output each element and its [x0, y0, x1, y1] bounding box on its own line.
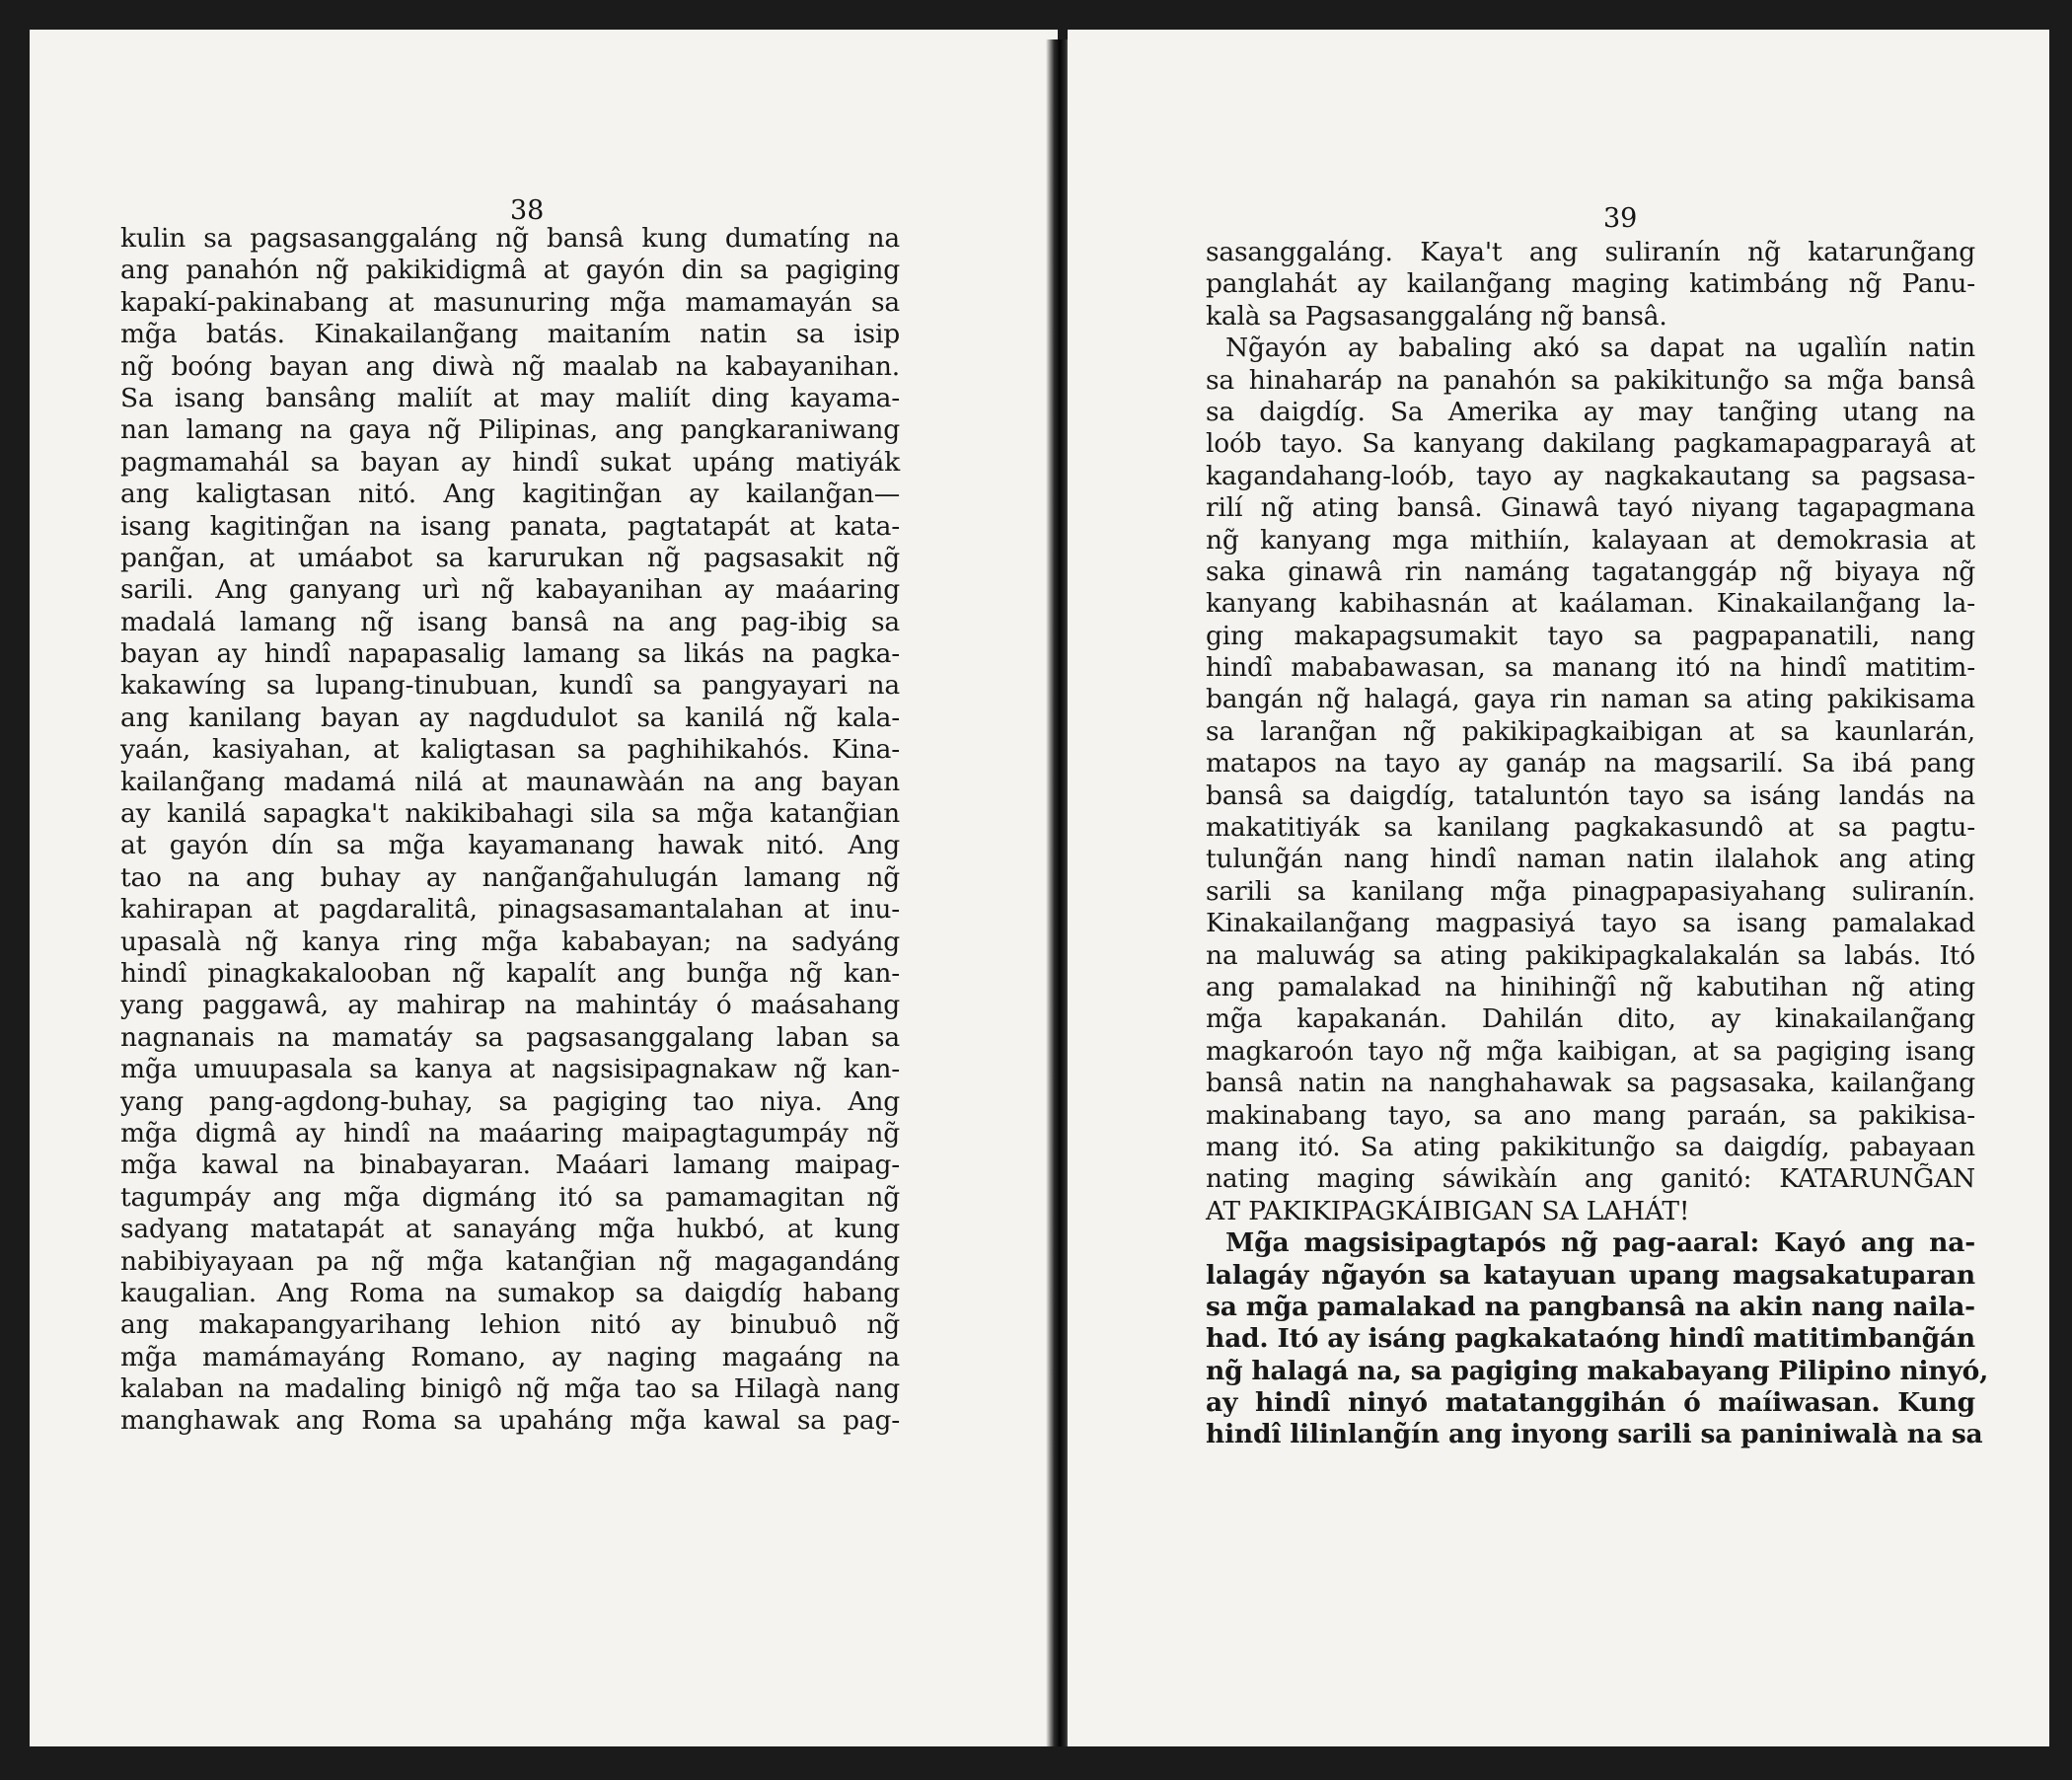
text-line: ng̃ kanyang mga mithiín, kalayaan at demokrasia at — [1206, 524, 1975, 556]
text-line: nan lamang na gaya ng̃ Pilipinas, ang pangkaraniwang — [120, 414, 900, 446]
text-line: Kinakailang̃ang magpasiyá tayo sa isang pamalakad — [1206, 908, 1975, 939]
page-number-right: 39 — [1603, 203, 1638, 234]
text-line: kanyang kabihasnán at kaálaman. Kinakailang̃ang la- — [1206, 588, 1975, 620]
text-line: panglahát ay kailang̃ang maging katimbáng ng̃ Panu- — [1206, 268, 1975, 300]
text-line: isang kagiting̃an na isang panata, pagtatapát at kata- — [120, 510, 900, 542]
text-line: nagnanais na mamatáy sa pagsasanggalang laban sa — [120, 1021, 900, 1053]
text-line: mg̃a batás. Kinakailang̃ang maitaním natin sa isip — [120, 319, 900, 350]
text-line: sa daigdíg. Sa Amerika ay may tang̃ing utang na — [1206, 396, 1975, 427]
text-line: bayan ay hindî napapasalig lamang sa likás na pagka- — [120, 638, 900, 670]
text-line: ang makapangyarihang lehion nitó ay binubuô ng̃ — [120, 1309, 900, 1341]
text-line: loób tayo. Sa kanyang dakilang pagkamapagparayâ at — [1206, 428, 1975, 460]
text-line: sa larang̃an ng̃ pakikipagkaibigan at sa kaunlarán, — [1206, 715, 1975, 747]
text-line: makinabang tayo, sa ano mang paraán, sa pakikisa- — [1206, 1099, 1975, 1131]
text-line: matapos na tayo ay ganáp na magsarilí. Sa ibá pang — [1206, 748, 1975, 779]
text-line: Sa isang bansâng maliít at may maliít ding kayama- — [120, 382, 900, 413]
text-line: makatitiyák sa kanilang pagkakasundô at sa pagtu- — [1206, 812, 1975, 844]
text-line: mg̃a mamámayáng Romano, ay naging magaáng na — [120, 1341, 900, 1372]
text-line: pagmamahál sa bayan ay hindî sukat upáng matiyák — [120, 446, 900, 478]
text-line: tagumpáy ang mg̃a digmáng itó sa pamamagitan ng̃ — [120, 1181, 900, 1213]
text-line: ang pamalakad na hinihing̃î ng̃ kabutihan ng̃ ating — [1206, 971, 1975, 1002]
text-line: nabibiyayaan pa ng̃ mg̃a katang̃ian ng̃ magagandáng — [120, 1245, 900, 1277]
text-line: ng̃ halagá na, sa pagiging makabayang Pilipino ninyó, — [1206, 1355, 1989, 1386]
text-line: mang itó. Sa ating pakikitung̃o sa daigdíg, pabayaan — [1206, 1131, 1975, 1162]
text-line: kalaban na madaling binigô ng̃ mg̃a tao sa Hilagà nang — [120, 1373, 900, 1405]
text-line: bangán ng̃ halagá, gaya rin naman sa ating pakikisama — [1206, 684, 1975, 715]
text-line: sasanggaláng. Kaya't ang suliranín ng̃ katarung̃ang — [1206, 237, 1975, 267]
page-number-left: 38 — [510, 195, 545, 226]
text-line: kagandahang-loób, tayo ay nagkakautang sa pagsasa- — [1206, 460, 1975, 491]
text-line: sa mg̃a pamalakad na pangbansâ na akin nang naila- — [1206, 1291, 1975, 1322]
text-line: tulung̃án nang hindî naman natin ilalahok ang ating — [1206, 844, 1975, 875]
text-line: yaán, kasiyahan, at kaligtasan sa paghihikahós. Kina- — [120, 734, 900, 766]
text-line: ang kanilang bayan ay nagdudulot sa kanilá ng̃ kala- — [120, 702, 900, 733]
text-line: yang paggawâ, ay mahirap na mahintáy ó maásahang — [120, 990, 900, 1021]
text-line: bansâ natin na nanghahawak sa pagsasaka, kailang̃ang — [1206, 1068, 1975, 1099]
text-line: sarili. Ang ganyang urì ng̃ kabayanihan ay maáaring — [120, 574, 900, 606]
text-line: kalà sa Pagsasanggaláng ng̃ bansâ. — [1206, 300, 1667, 332]
text-line: had. Itó ay isáng pagkakataóng hindî matitimbang̃án — [1206, 1323, 1975, 1355]
text-line: ay kanilá sapagka't nakikibahagi sila sa mg̃a katang̃ian — [120, 798, 900, 830]
text-line: ang kaligtasan nitó. Ang kagiting̃an ay kailang̃an— — [120, 479, 900, 510]
text-line: yang pang-agdong-buhay, sa pagiging tao niya. Ang — [120, 1085, 900, 1117]
text-line: mg̃a digmâ ay hindî na maáaring maipagtagumpáy ng̃ — [120, 1117, 900, 1149]
text-line: mg̃a kapakanán. Dahilán dito, ay kinakailang̃ang — [1206, 1003, 1975, 1035]
text-line: saka ginawâ rin namáng tagatanggáp ng̃ biyaya ng̃ — [1206, 556, 1975, 587]
text-line: sadyang matatapát at sanayáng mg̃a hukbó, at kung — [120, 1214, 900, 1245]
text-line: ay hindî ninyó matatanggihán ó maíiwasan. Kung — [1206, 1387, 1975, 1419]
text-line: hindî mababawasan, sa manang itó na hindî matitim- — [1206, 652, 1975, 684]
right-page-text — [1206, 237, 1989, 1451]
text-line: hindî lilinlang̃ín ang inyong sarili sa paniniwalà na sa — [1206, 1419, 1983, 1450]
text-line: AT PAKIKIPAGKÁIBIGAN SA LAHÁT! — [1206, 1195, 1690, 1226]
text-line: ging makapagsumakit tayo sa pagpapanatili, nang — [1206, 620, 1975, 651]
text-line: madalá lamang ng̃ isang bansâ na ang pag-ibig sa — [120, 606, 900, 637]
text-line: rilí ng̃ ating bansâ. Ginawâ tayó niyang tagapagmana — [1206, 492, 1975, 524]
text-line: kailang̃ang madamá nilá at maunawàán na ang bayan — [120, 766, 900, 797]
text-line: ang panahón ng̃ pakikidigmâ at gayón din sa pagiging — [120, 255, 900, 286]
text-line: magkaroón tayo ng̃ mg̃a kaibigan, at sa pagiging isang — [1206, 1035, 1975, 1067]
text-line: ng̃ boóng bayan ang diwà ng̃ maalab na kabayanihan. — [120, 350, 900, 382]
left-page-text — [120, 223, 900, 1438]
text-line: lalagáy ng̃ayón sa katayuan upang magsakatuparan — [1206, 1259, 1975, 1291]
text-line: kakawíng sa lupang-tinubuan, kundî sa pangyayari na — [120, 670, 900, 702]
text-line: Ng̃ayón ay babaling akó sa dapat na ugalìín natin — [1225, 333, 1975, 364]
text-line: upasalà ng̃ kanya ring mg̃a kababayan; na sadyáng — [120, 926, 900, 957]
text-line: Mg̃a magsisipagtapós ng̃ pag-aaral: Kayó ang na- — [1225, 1227, 1975, 1259]
text-line: at gayón dín sa mg̃a kayamanang hawak nitó. Ang — [120, 830, 900, 861]
text-line: sa hinaharáp na panahón sa pakikitung̃o sa mg̃a bansâ — [1206, 364, 1975, 396]
text-line: tao na ang buhay ay nang̃ang̃ahulugán lamang ng̃ — [120, 861, 900, 893]
text-line: pang̃an, at umáabot sa karurukan ng̃ pagsasakit ng̃ — [120, 542, 900, 573]
text-line: sarili sa kanilang mg̃a pinagpapasiyahang suliranín. — [1206, 875, 1975, 907]
text-line: bansâ sa daigdíg, tataluntón tayo sa isáng landás na — [1206, 779, 1975, 811]
text-line: nating maging sáwikàín ang ganitó: KATARUNG̃AN — [1206, 1163, 1975, 1195]
text-line: mg̃a kawal na binabayaran. Maáari lamang maipag- — [120, 1150, 900, 1181]
text-line: mg̃a umuupasala sa kanya at nagsisipagnakaw ng̃ kan- — [120, 1054, 900, 1085]
text-line: manghawak ang Roma sa upaháng mg̃a kawal sa pag- — [120, 1405, 900, 1437]
text-line: kaugalian. Ang Roma na sumakop sa daigdíg habang — [120, 1277, 900, 1308]
text-line: hindî pinagkakalooban ng̃ kapalít ang bung̃a ng̃ kan- — [120, 957, 900, 989]
text-line: kahirapan at pagdaralitâ, pinagsasamantalahan at inu- — [120, 894, 900, 926]
text-line: na maluwág sa ating pakikipagkalakalán sa labás. Itó — [1206, 939, 1975, 971]
text-line: kapakí-pakinabang at masunuring mg̃a mamamayán sa — [120, 286, 900, 318]
text-line: kulin sa pagsasanggaláng ng̃ bansâ kung dumatíng na — [120, 223, 900, 254]
